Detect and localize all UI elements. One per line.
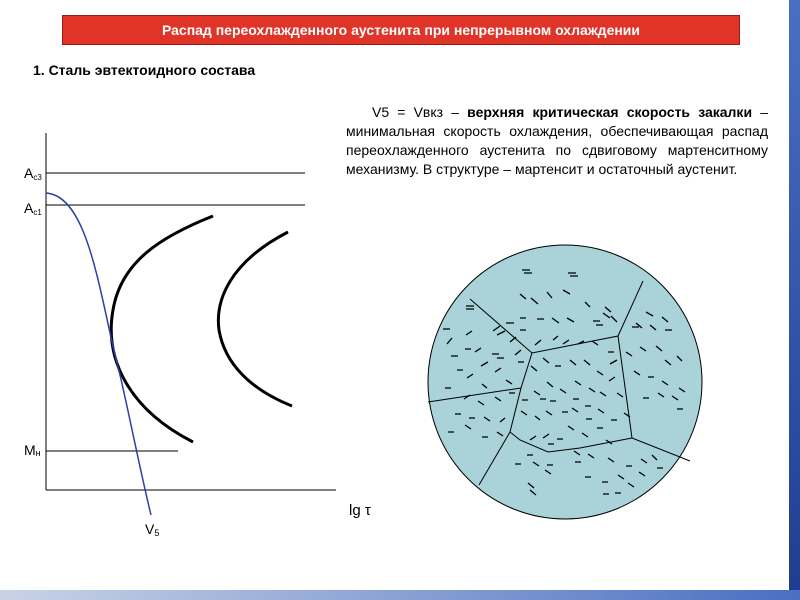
x-axis-label: lg τ <box>349 502 371 519</box>
desc-term: верхняя критическая скорость закалки <box>467 104 753 120</box>
ac3-label: Ac3 <box>24 165 42 182</box>
desc-v5: V5 = Vвкз – <box>372 104 468 120</box>
mn-label: Mн <box>24 442 41 458</box>
grain-disk <box>428 245 702 519</box>
microstructure <box>428 245 702 519</box>
v5-label: V5 <box>145 521 160 538</box>
subtitle: 1. Сталь эвтектоидного состава <box>33 62 256 78</box>
cooling-curve-v5 <box>46 193 151 515</box>
transformation-start-curve <box>111 216 213 442</box>
transformation-end-curve <box>218 232 292 406</box>
desc-definition: – минимальная скорость охлаждения, обеспечивающая распад переохлажденного аустенита по сдвиговому мартенситному механизму. В структуре – мартенсит и остаточный аустенит. <box>346 104 768 177</box>
ac1-label: Ac1 <box>24 200 42 217</box>
slide-title: Распад переохлажденного аустенита при непрерывном охлаждении <box>161 22 641 38</box>
